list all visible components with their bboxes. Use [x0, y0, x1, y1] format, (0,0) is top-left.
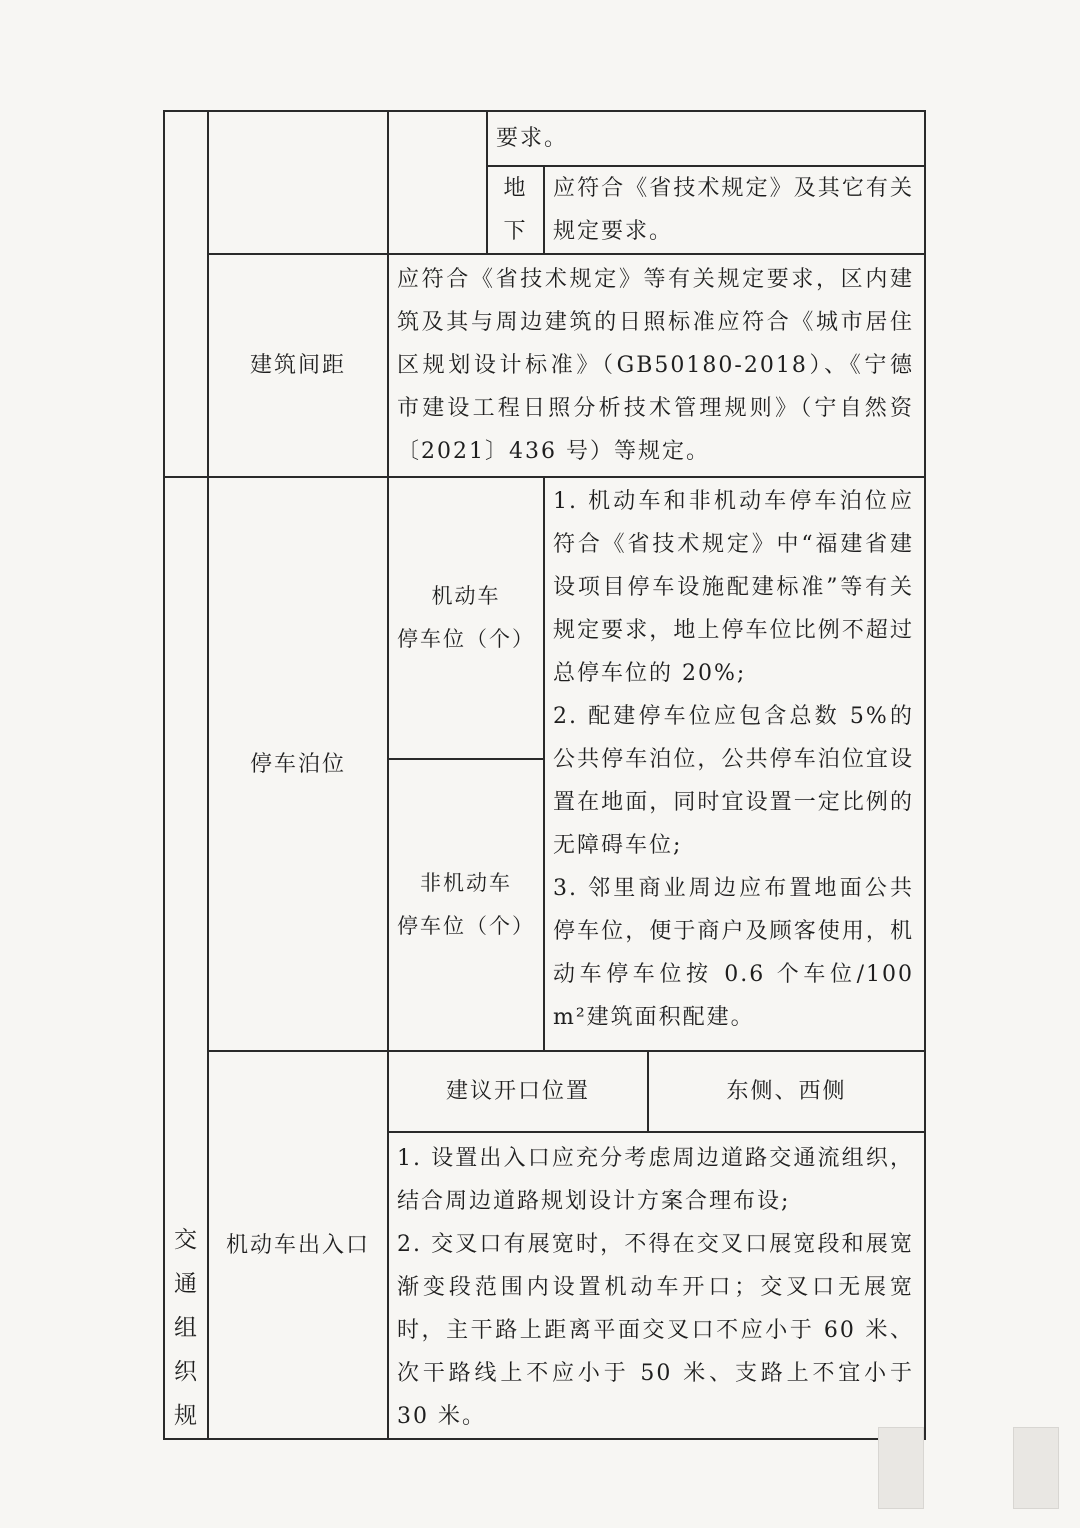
scan-shadow-right: [1013, 1427, 1059, 1509]
scan-shadow-left: [878, 1427, 924, 1509]
building-spacing-label: 建筑间距: [208, 254, 388, 477]
section-label-traffic: 交通组织规: [174, 1227, 199, 1429]
continuation-text: 要求。: [487, 111, 925, 166]
planning-conditions-table: [163, 110, 926, 1440]
motor-parking-label: 机动车 停车位（个）: [388, 477, 544, 759]
parking-item-2: 2. 配建停车位应包含总数 5%的公共停车泊位，公共停车泊位宜设置在地面，同时宜设置一定比例的无障碍车位;: [553, 704, 914, 858]
row-parking-motor: [164, 477, 925, 759]
entrance-label: 机动车出入口: [208, 1051, 388, 1439]
building-spacing-text: 应符合《省技术规定》等有关规定要求，区内建筑及其与周边建筑的日照标准应符合《城市居住区规划设计标准》（GB50180-2018）、《宁德市建设工程日照分析技术管理规则》（宁自然资〔2021〕436 号）等规定。: [388, 254, 925, 477]
opening-position-value: 东侧、西侧: [648, 1051, 925, 1132]
underground-label: 地下: [487, 166, 544, 254]
parking-label: 停车泊位: [208, 477, 388, 1051]
opening-position-label: 建议开口位置: [388, 1051, 648, 1132]
row-entrance-opening: [164, 1051, 925, 1132]
section-cell-top: [164, 111, 208, 477]
parking-item-3: 3. 邻里商业周边应布置地面公共停车位，便于商户及顾客使用，机动车停车位按 0.6 个车位/100 m²建筑面积配建。: [553, 876, 914, 1030]
parking-requirements: [544, 477, 925, 1051]
entrance-item-2: 2. 交叉口有展宽时，不得在交叉口展宽段和展宽渐变段范围内设置机动车开口；交叉口无展宽时，主干路上距离平面交叉口不应小于 60 米、次干路线上不应小于 50 米、支路上不宜小于 30 米。: [397, 1232, 914, 1429]
nonmotor-parking-label: 非机动车 停车位（个）: [388, 759, 544, 1051]
subsection-cell-top: [208, 111, 388, 254]
section-cell-traffic: [164, 477, 208, 1439]
underground-text: 应符合《省技术规定》及其它有关规定要求。: [544, 166, 925, 254]
row-continuation: [164, 111, 925, 166]
entrance-item-1: 1. 设置出入口应充分考虑周边道路交通流组织，结合周边道路规划设计方案合理布设;: [397, 1146, 914, 1214]
row-building-spacing: [164, 254, 925, 477]
parking-item-1: 1. 机动车和非机动车停车泊位应符合《省技术规定》中“福建省建设项目停车设施配建标准”等有关规定要求，地上停车位比例不超过总停车位的 20%;: [553, 489, 914, 686]
sub-label-cell-top: [388, 111, 487, 254]
entrance-requirements: [388, 1132, 925, 1439]
